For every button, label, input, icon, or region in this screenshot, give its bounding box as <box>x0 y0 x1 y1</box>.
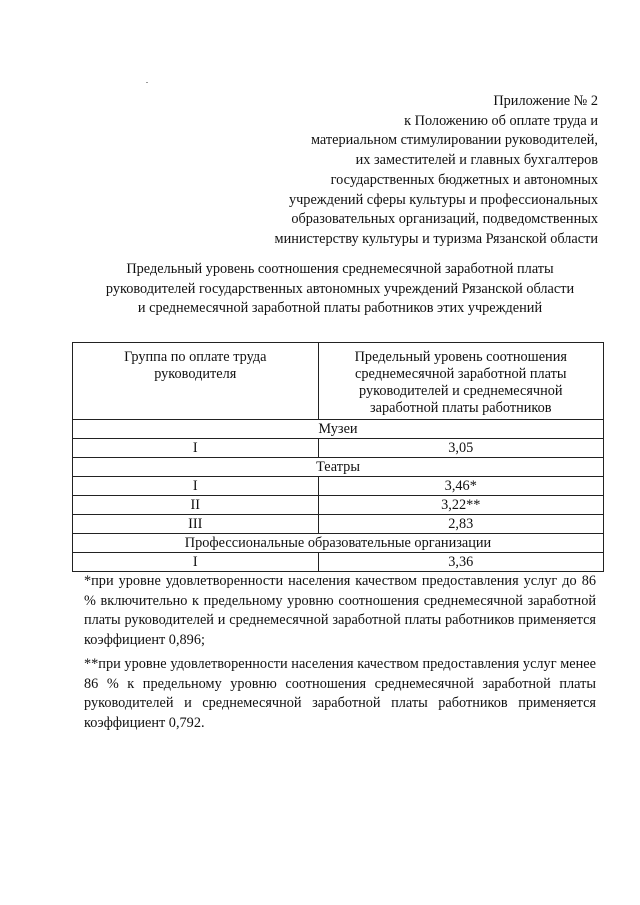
table-row <box>73 515 604 534</box>
section-label: Музеи <box>73 420 604 439</box>
value-cell: 3,22** <box>318 496 603 515</box>
group-cell: III <box>73 515 319 534</box>
title-line: и среднемесячной заработной платы работников этих учреждений <box>137 300 543 316</box>
footnote-2: **при уровне удовлетворенности населения качеством предоставления услуг менее 86 % к предельному уровню соотношения среднемесячной заработной платы руководителей и среднемесячной заработной платы работников применяется коэффициент 0,792. <box>84 656 596 731</box>
document-title <box>70 260 610 319</box>
value-cell: 3,05 <box>318 439 603 458</box>
section-row-theatres <box>73 458 604 477</box>
section-row-museums <box>73 420 604 439</box>
table-row <box>73 477 604 496</box>
table-header-row <box>73 343 604 420</box>
ratio-table <box>72 342 604 572</box>
group-cell: I <box>73 553 319 572</box>
appendix-line: их заместителей и главных бухгалтеров <box>355 152 598 169</box>
title-line: руководителей государственных автономных учреждений Рязанской области <box>105 280 575 297</box>
appendix-header <box>218 92 598 250</box>
section-label: Профессиональные образовательные организации <box>73 534 604 553</box>
scan-speck <box>146 82 148 83</box>
value-cell: 3,36 <box>318 553 603 572</box>
appendix-line: материальном стимулировании руководителей, <box>310 132 598 149</box>
header-group-cell: Группа по оплате труда руководителя <box>73 343 319 420</box>
header-ratio-cell: Предельный уровень соотношения среднемесячной заработной платы руководителей и среднемесячной заработной платы работников <box>318 343 603 420</box>
value-cell: 3,46* <box>318 477 603 496</box>
value-cell: 2,83 <box>318 515 603 534</box>
group-cell: I <box>73 477 319 496</box>
section-label: Театры <box>73 458 604 477</box>
appendix-line: образовательных организаций, подведомственных <box>291 211 598 228</box>
appendix-line: к Положению об оплате труда и <box>404 112 598 129</box>
section-row-prof-education <box>73 534 604 553</box>
footnote-1: *при уровне удовлетворенности населения качеством предоставления услуг до 86 % включительно к предельному уровню соотношения среднемесячной заработной платы руководителей и среднемесячной заработной платы работников применяется коэффициент 0,896; <box>84 573 596 648</box>
group-cell: II <box>73 496 319 515</box>
appendix-line: министерству культуры и туризма Рязанской области <box>274 230 598 247</box>
appendix-line: учреждений сферы культуры и профессиональных <box>288 191 598 208</box>
title-line: Предельный уровень соотношения среднемесячной заработной платы <box>126 261 554 277</box>
appendix-line: государственных бюджетных и автономных <box>330 171 598 188</box>
table-row <box>73 439 604 458</box>
appendix-line: Приложение № 2 <box>493 93 598 109</box>
table-row <box>73 553 604 572</box>
table-row <box>73 496 604 515</box>
group-cell: I <box>73 439 319 458</box>
